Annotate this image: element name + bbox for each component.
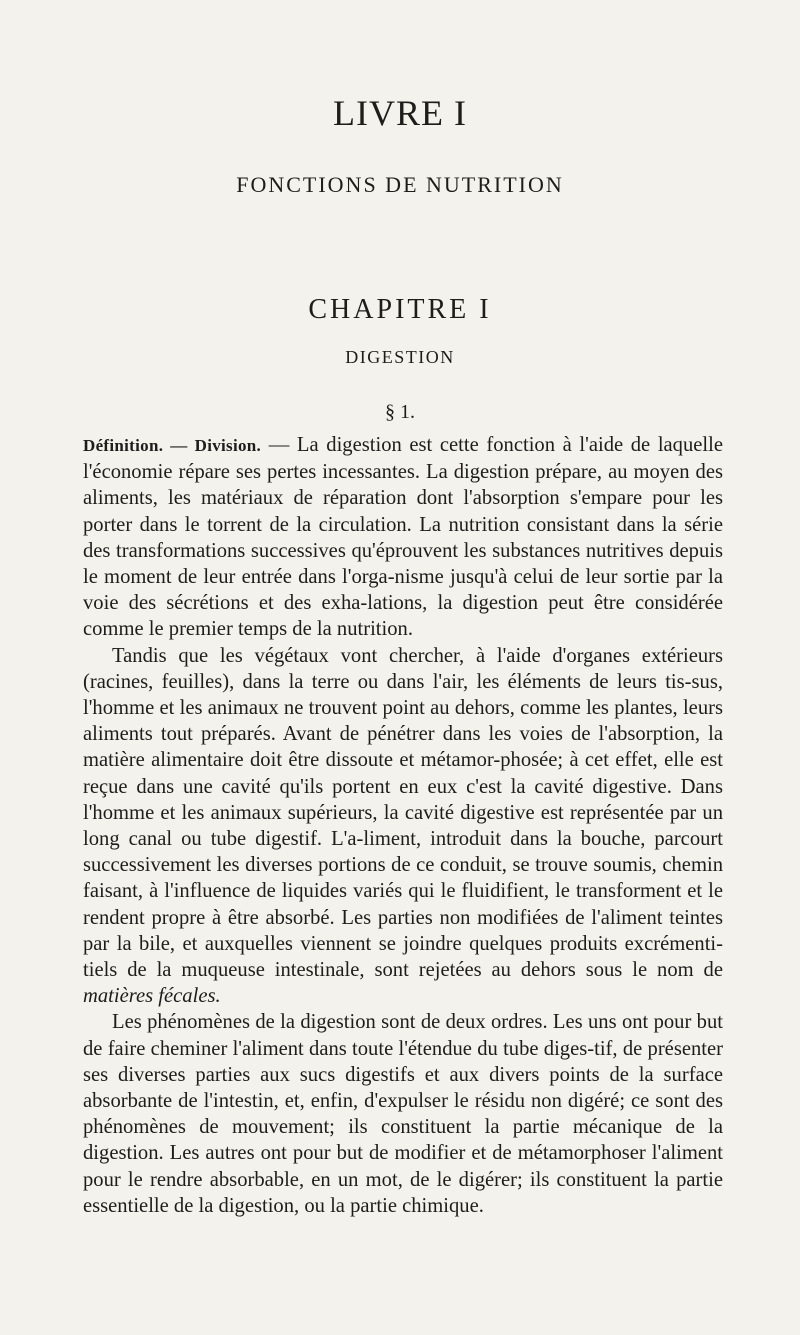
paragraph-text: Tandis que les végétaux vont chercher, à l'aide d'organes extérieurs (racines, feuilles), dans la terre ou dans l'air, les éléments de leurs tis-sus, l'homme et les animaux ne trouvent point au dehors, comme les plantes, leurs aliments tout préparés. Avant de pénétrer dans les voies de l'absorption, la matière alimentaire doit être dissoute et métamor-phosée; à cet effet, elle est reçue dans une cavité qu'ils portent en eux c'est la cavité digestive. Dans l'homme et les animaux supérieurs, la cavité digestive est représentée par un long canal ou tube digestif. L'a-liment, introduit dans la bouche, parcourt successivement les diverses portions de ce conduit, se trouve soumis, chemin faisant, à l'influence de liquides variés qui le fluidifient, le transforment et le rendent propre à être absorbé. Les parties non modifiées de l'aliment teintes par la bile, et auxquelles viennent se joindre quelques produits excrémenti-tiels de la muqueuse intestinale, sont rejetées au dehors sous le nom de	[83, 644, 723, 982]
body-text	[83, 432, 723, 1219]
paragraph-lead: Définition. — Division.	[83, 436, 262, 455]
paragraph-vegetaux	[83, 643, 723, 1010]
italic-term: matières fécales.	[83, 985, 221, 1008]
book-part-heading: LIVRE I	[333, 93, 467, 133]
chapter-heading: CHAPITRE I	[308, 294, 492, 325]
paragraph-phenomenes	[83, 1009, 723, 1219]
chapter-subtitle: DIGESTION	[345, 347, 455, 367]
paragraph-text: Les phénomènes de la digestion sont de deux ordres. Les uns ont pour but de faire cheminer l'aliment dans toute l'étendue du tube diges-tif, de présenter ses diverses parties aux sucs digestifs et aux divers points de la surface absorbante de l'intestin, et, enfin, d'expulser le résidu non digéré; ce sont des phénomènes de mouvement; ils constituent la partie mécanique de la digestion. Les autres ont pour but de modifier et de métamorphoser l'aliment pour le rendre absorbable, en un mot, de le digérer; ils constituent la partie essentielle de la digestion, ou la partie chimique.	[83, 1011, 723, 1217]
paragraph-definition	[83, 432, 723, 643]
section-number: § 1.	[385, 401, 415, 423]
paragraph-text: — La digestion est cette fonction à l'aide de laquelle l'économie répare ses pertes incessantes. La digestion prépare, au moyen des aliments, les matériaux de réparation dont l'absorption s'empare pour les porter dans le torrent de la circulation. La nutrition consistant dans la série des transformations successives qu'éprouvent les substances nutritives depuis le moment de leur entrée dans l'orga-nisme jusqu'à celui de leur sortie par la voie des sécrétions et des exha-lations, la digestion peut être considérée comme le premier temps de la nutrition.	[83, 434, 723, 641]
part-title: FONCTIONS DE NUTRITION	[236, 172, 564, 197]
